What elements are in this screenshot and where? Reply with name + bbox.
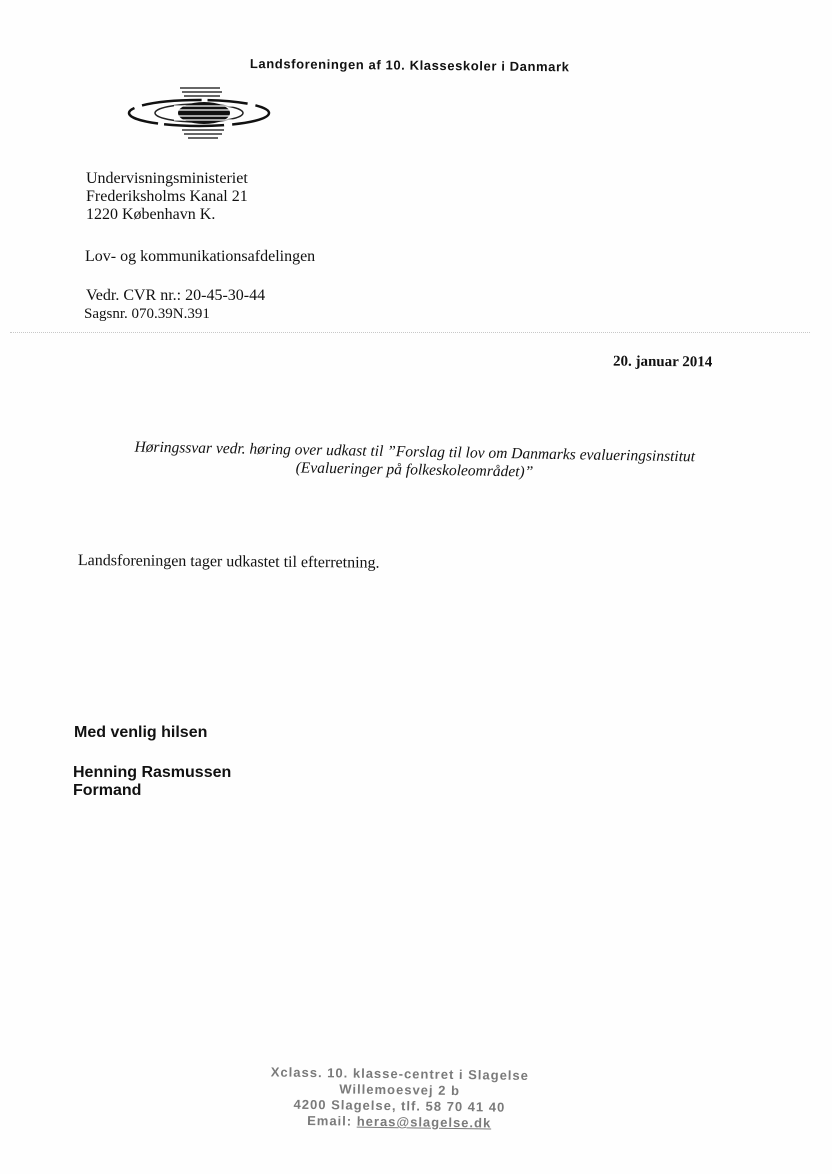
closing: Med venlig hilsen [74,724,208,741]
footer-line-3: 4200 Slagelse, tlf. 58 70 41 40 [293,1096,506,1115]
subject-line-2: (Evalueringer på folkeskoleområdet)” [295,459,534,481]
footer-line-2: Willemoesvej 2 b [339,1081,461,1099]
signer-title: Formand [73,782,142,799]
recipient-street: Frederiksholms Kanal 21 [86,188,248,205]
footer-address [239,1064,560,1132]
organization-name: Landsforeningen af 10. Klasseskoler i Danmark [249,56,570,75]
email-label: Email: [307,1112,353,1129]
signature-block [73,764,231,800]
email-link[interactable]: heras@slagelse.dk [356,1113,492,1131]
cvr-reference: Vedr. CVR nr.: 20-45-30-44 [86,287,266,304]
reference-block [86,286,265,324]
case-number: Sagsnr. 070.39N.391 [84,306,210,322]
footer-line-1: Xclass. 10. klasse-centret i Slagelse [270,1064,530,1084]
footer-email-line [239,1112,559,1132]
body-text: Landsforeningen tager udkastet til efterretning. [77,552,380,572]
recipient-name: Undervisningsministeriet [86,170,248,187]
signer-name: Henning Rasmussen [73,764,232,781]
department: Lov- og kommunikationsafdelingen [85,248,316,265]
letter-date: 20. januar 2014 [612,353,713,371]
recipient-city: 1220 København K. [86,206,216,223]
subject-line-1: Høringssvar vedr. høring over udkast til ”Forslag til lov om Danmarks evalueringsinstitut [134,438,696,466]
recipient-address [86,170,248,224]
subject-line [99,438,730,485]
swirl-logo-icon [124,82,274,144]
divider [10,332,810,333]
